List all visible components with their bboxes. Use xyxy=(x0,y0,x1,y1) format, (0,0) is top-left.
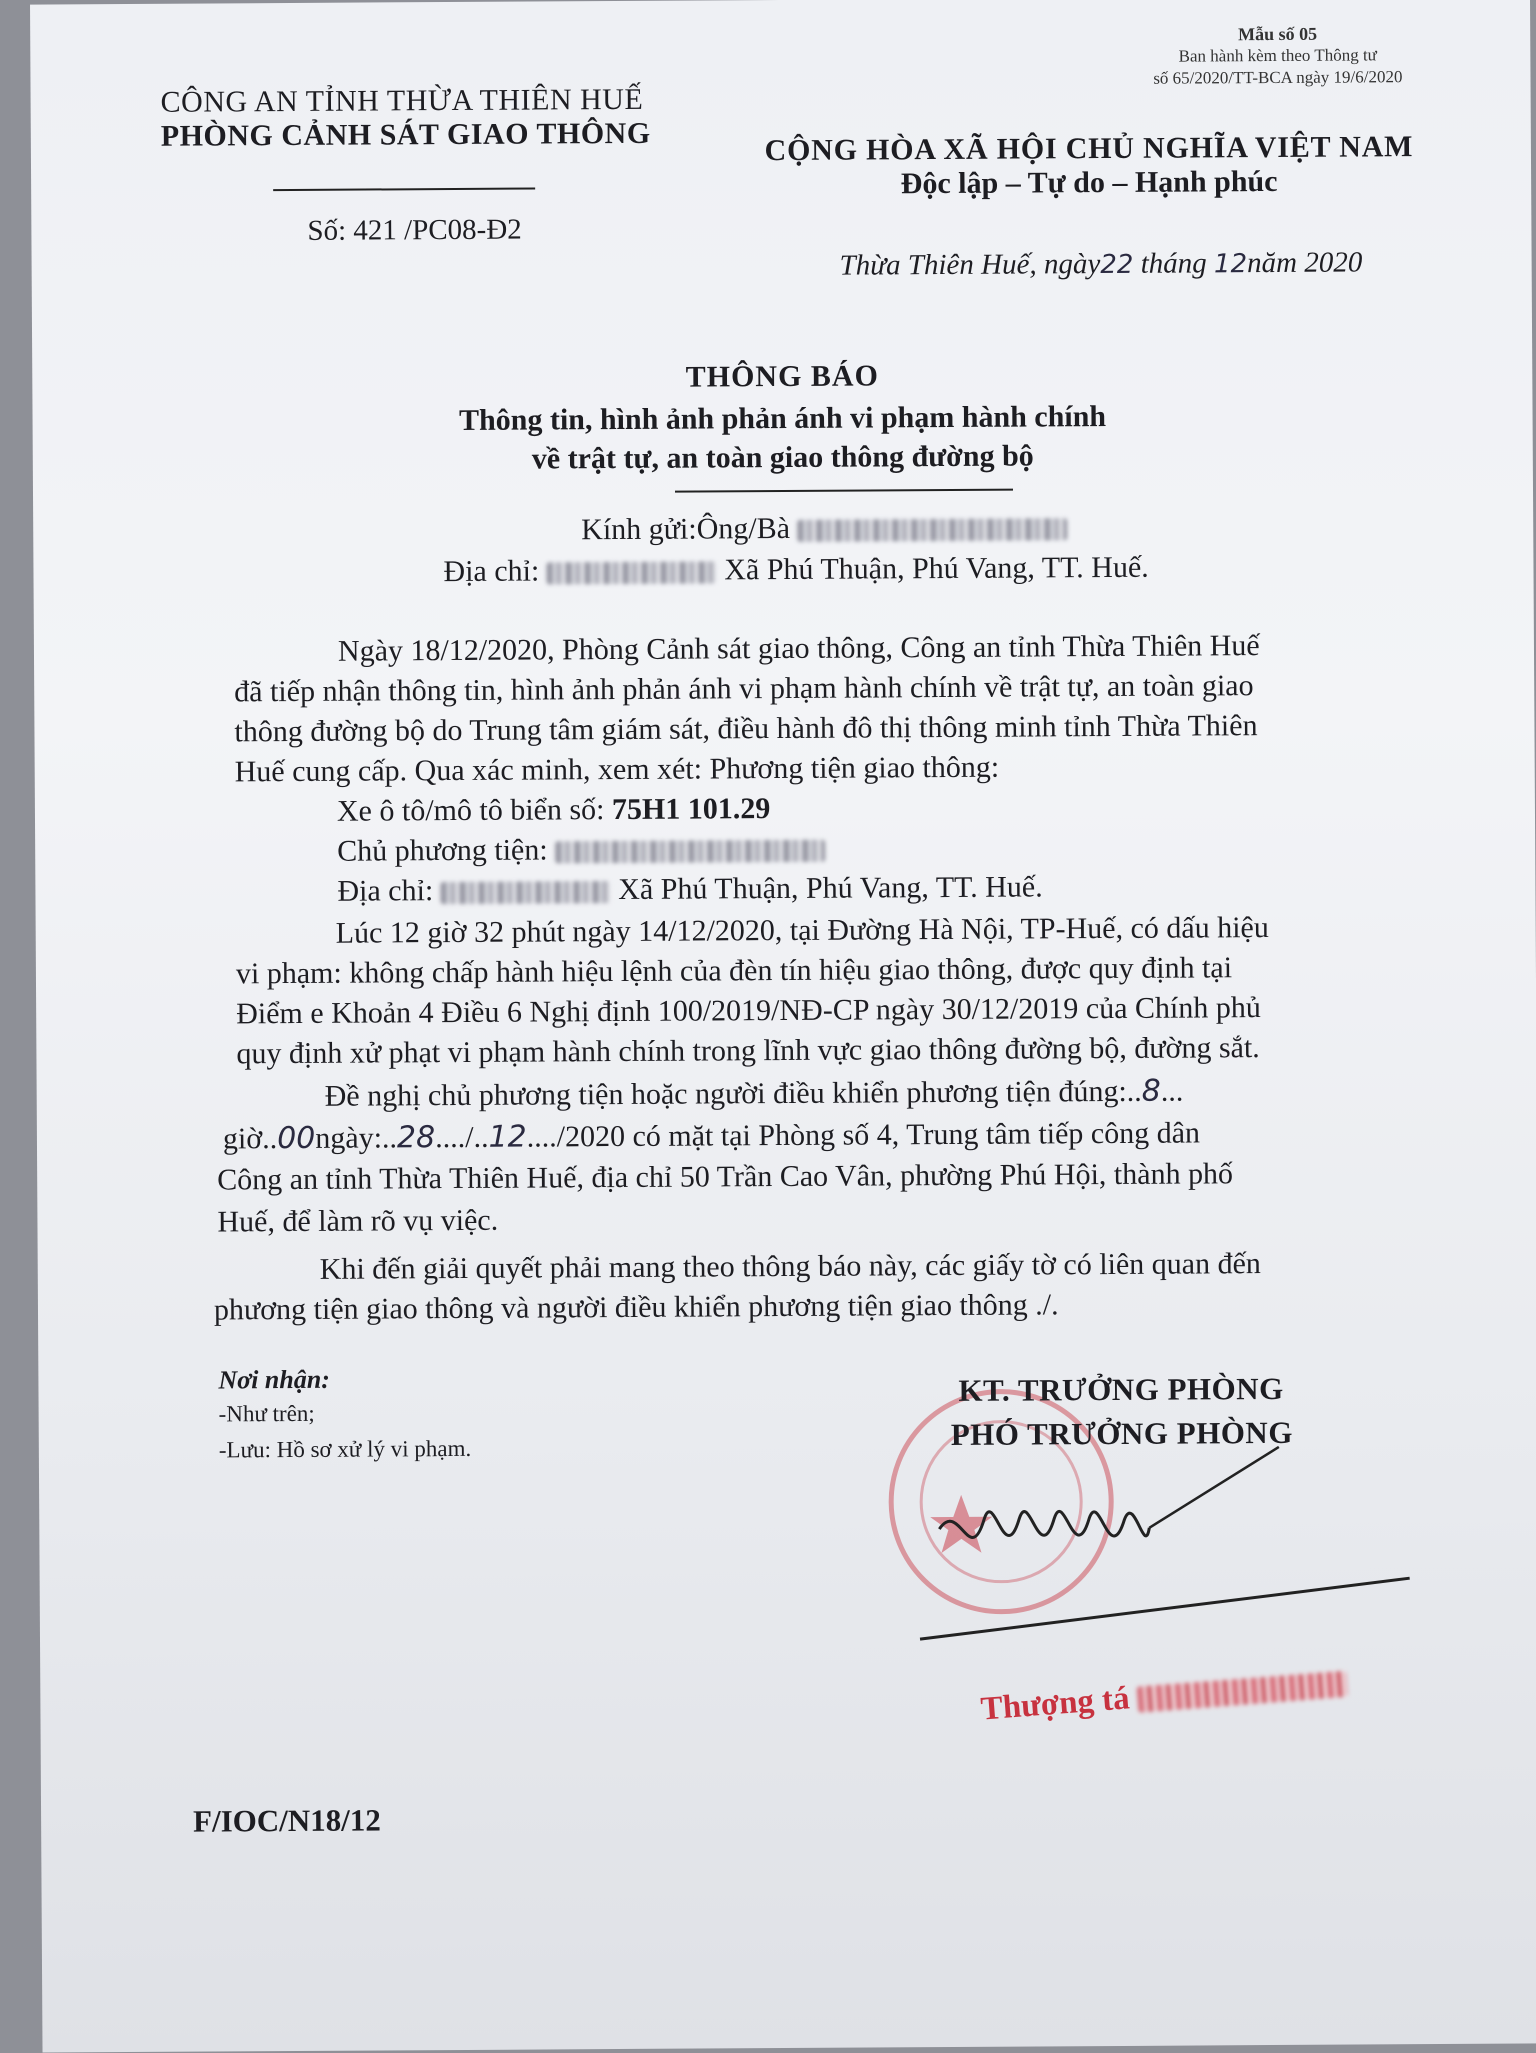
redacted-owner-name xyxy=(555,840,825,864)
recipient-line xyxy=(581,510,1067,547)
motto: Độc lập – Tự do – Hạnh phúc xyxy=(900,164,1278,201)
recipient-address-label: Địa chỉ: xyxy=(443,554,540,589)
agency-underline xyxy=(273,187,535,191)
appointment-hour: 8 xyxy=(1141,1073,1161,1109)
body-paragraph-3-line-2 xyxy=(223,1115,1200,1156)
appointment-place: ..../2020 có mặt tại Phòng số 4, Trung tâm tiếp công dân xyxy=(526,1116,1201,1154)
redacted-owner-address xyxy=(441,881,611,904)
date-day: 22 xyxy=(1100,249,1134,281)
redacted-signer-name xyxy=(1137,1671,1348,1713)
body-paragraph-2-line-1: Lúc 12 giờ 32 phút ngày 14/12/2020, tại Đường Hà Nội, TP-Huế, có dấu hiệu xyxy=(335,911,1269,950)
title-underline xyxy=(675,489,1013,493)
appointment-request: Đề nghị chủ phương tiện hoặc người điều khiển phương tiện đúng:.. xyxy=(324,1074,1142,1113)
circular-reference: số 65/2020/TT-BCA ngày 19/6/2020 xyxy=(1153,67,1403,88)
body-paragraph-3-line-3: Công an tỉnh Thừa Thiên Huế, địa chỉ 50 Trần Cao Vân, phường Phú Hội, thành phố xyxy=(217,1157,1234,1197)
body-paragraph-3-line-4: Huế, để làm rõ vụ việc. xyxy=(217,1203,499,1239)
form-number-block xyxy=(1153,22,1403,90)
body-paragraph-1-line-4: Huế cung cấp. Qua xác minh, xem xét: Phương tiện giao thông: xyxy=(234,750,1000,789)
body-paragraph-2-line-2: vi phạm: không chấp hành hiệu lệnh của đèn tín hiệu giao thông, được quy định tại xyxy=(235,951,1233,991)
document-subtitle-1: Thông tin, hình ảnh phản ánh vi phạm hành chính xyxy=(458,400,1107,437)
owner-line xyxy=(337,832,825,869)
footer-code: F/IOC/N18/12 xyxy=(193,1802,381,1839)
agency-parent: CÔNG AN TỈNH THỪA THIÊN HUẾ xyxy=(160,82,644,119)
document-title: THÔNG BÁO xyxy=(685,359,879,394)
body-paragraph-2-line-4: quy định xử phạt vi phạm hành chính trong lĩnh vực giao thông đường bộ, đường sắt. xyxy=(236,1031,1260,1071)
country-name: CỘNG HÒA XÃ HỘI CHỦ NGHĨA VIỆT NAM xyxy=(764,130,1414,168)
issued-with: Ban hành kèm theo Thông tư xyxy=(1178,45,1377,66)
date-prefix: Thừa Thiên Huế, ngày xyxy=(839,248,1101,282)
document-number: Số: 421 /PC08-Đ2 xyxy=(307,213,522,247)
body-paragraph-3-line-1: Đề nghị chủ phương tiện hoặc người điều khiển phương tiện đúng:..8... xyxy=(324,1073,1184,1113)
appointment-day: 28 xyxy=(396,1120,436,1156)
redacted-recipient-address xyxy=(547,562,717,585)
redacted-recipient-name xyxy=(797,518,1067,542)
body-paragraph-1-line-2: đã tiếp nhận thông tin, hình ảnh phản ánh vi phạm hành chính về trật tự, an toàn giao xyxy=(234,669,1254,709)
appointment-minute: 00 xyxy=(277,1120,316,1157)
date-year: năm 2020 xyxy=(1246,246,1363,280)
owner-label: Chủ phương tiện: xyxy=(337,833,548,868)
issue-date xyxy=(840,246,1363,282)
recipients-item-1: -Như trên; xyxy=(218,1400,315,1427)
appointment-month: 12 xyxy=(488,1119,527,1155)
month-separator: ..../.. xyxy=(435,1120,489,1155)
plate-line xyxy=(337,792,771,829)
hour-label: giờ.. xyxy=(222,1122,278,1156)
national-header xyxy=(739,130,1439,202)
day-label: ngày:.. xyxy=(315,1121,398,1155)
plate-number: 75H1 101.29 xyxy=(611,792,771,827)
body-paragraph-4-line-1: Khi đến giải quyết phải mang theo thông báo này, các giấy tờ có liên quan đến xyxy=(319,1247,1261,1286)
signer-rank xyxy=(979,1664,1348,1729)
form-number: Mẫu số 05 xyxy=(1238,23,1318,45)
owner-address-label: Địa chỉ: xyxy=(337,874,434,908)
document-subtitle-2: về trật tự, an toàn giao thông đường bộ xyxy=(531,439,1034,476)
recipients-item-2: -Lưu: Hồ sơ xử lý vi phạm. xyxy=(218,1435,472,1463)
body-paragraph-4-line-2: phương tiện giao thông và người điều khiển phương tiện giao thông ./. xyxy=(213,1288,1059,1327)
body-paragraph-1-line-1: Ngày 18/12/2020, Phòng Cảnh sát giao thông, Công an tỉnh Thừa Thiên Huế xyxy=(337,629,1260,668)
signature-title-2: PHÓ TRƯỞNG PHÒNG xyxy=(950,1414,1293,1452)
handwritten-signature xyxy=(899,1416,1420,1659)
recipient-address-line xyxy=(443,551,1148,589)
date-month-label: tháng xyxy=(1140,247,1207,280)
body-paragraph-1-line-3: thông đường bộ do Trung tâm giám sát, điều hành đô thị thông minh tỉnh Thừa Thiên xyxy=(234,709,1258,749)
recipient-greeting: Kính gửi:Ông/Bà xyxy=(581,511,791,547)
recipient-address: Xã Phú Thuận, Phú Vang, TT. Huế. xyxy=(724,550,1149,587)
signer-rank-title: Thượng tá xyxy=(979,1680,1131,1728)
document-page xyxy=(30,0,1536,2053)
recipients-label: Nơi nhận: xyxy=(218,1364,331,1395)
owner-address: Xã Phú Thuận, Phú Vang, TT. Huế. xyxy=(618,870,1043,907)
signature-title-1: KT. TRƯỞNG PHÒNG xyxy=(958,1370,1284,1408)
issuing-agency xyxy=(161,83,651,154)
agency-name: PHÒNG CẢNH SÁT GIAO THÔNG xyxy=(160,116,651,153)
owner-address-line xyxy=(337,870,1042,908)
body-paragraph-2-line-3: Điểm e Khoản 4 Điều 6 Nghị định 100/2019/NĐ-CP ngày 30/12/2019 của Chính phủ xyxy=(236,991,1261,1031)
date-month: 12 xyxy=(1213,249,1248,280)
plate-label: Xe ô tô/mô tô biển số: xyxy=(336,793,605,828)
